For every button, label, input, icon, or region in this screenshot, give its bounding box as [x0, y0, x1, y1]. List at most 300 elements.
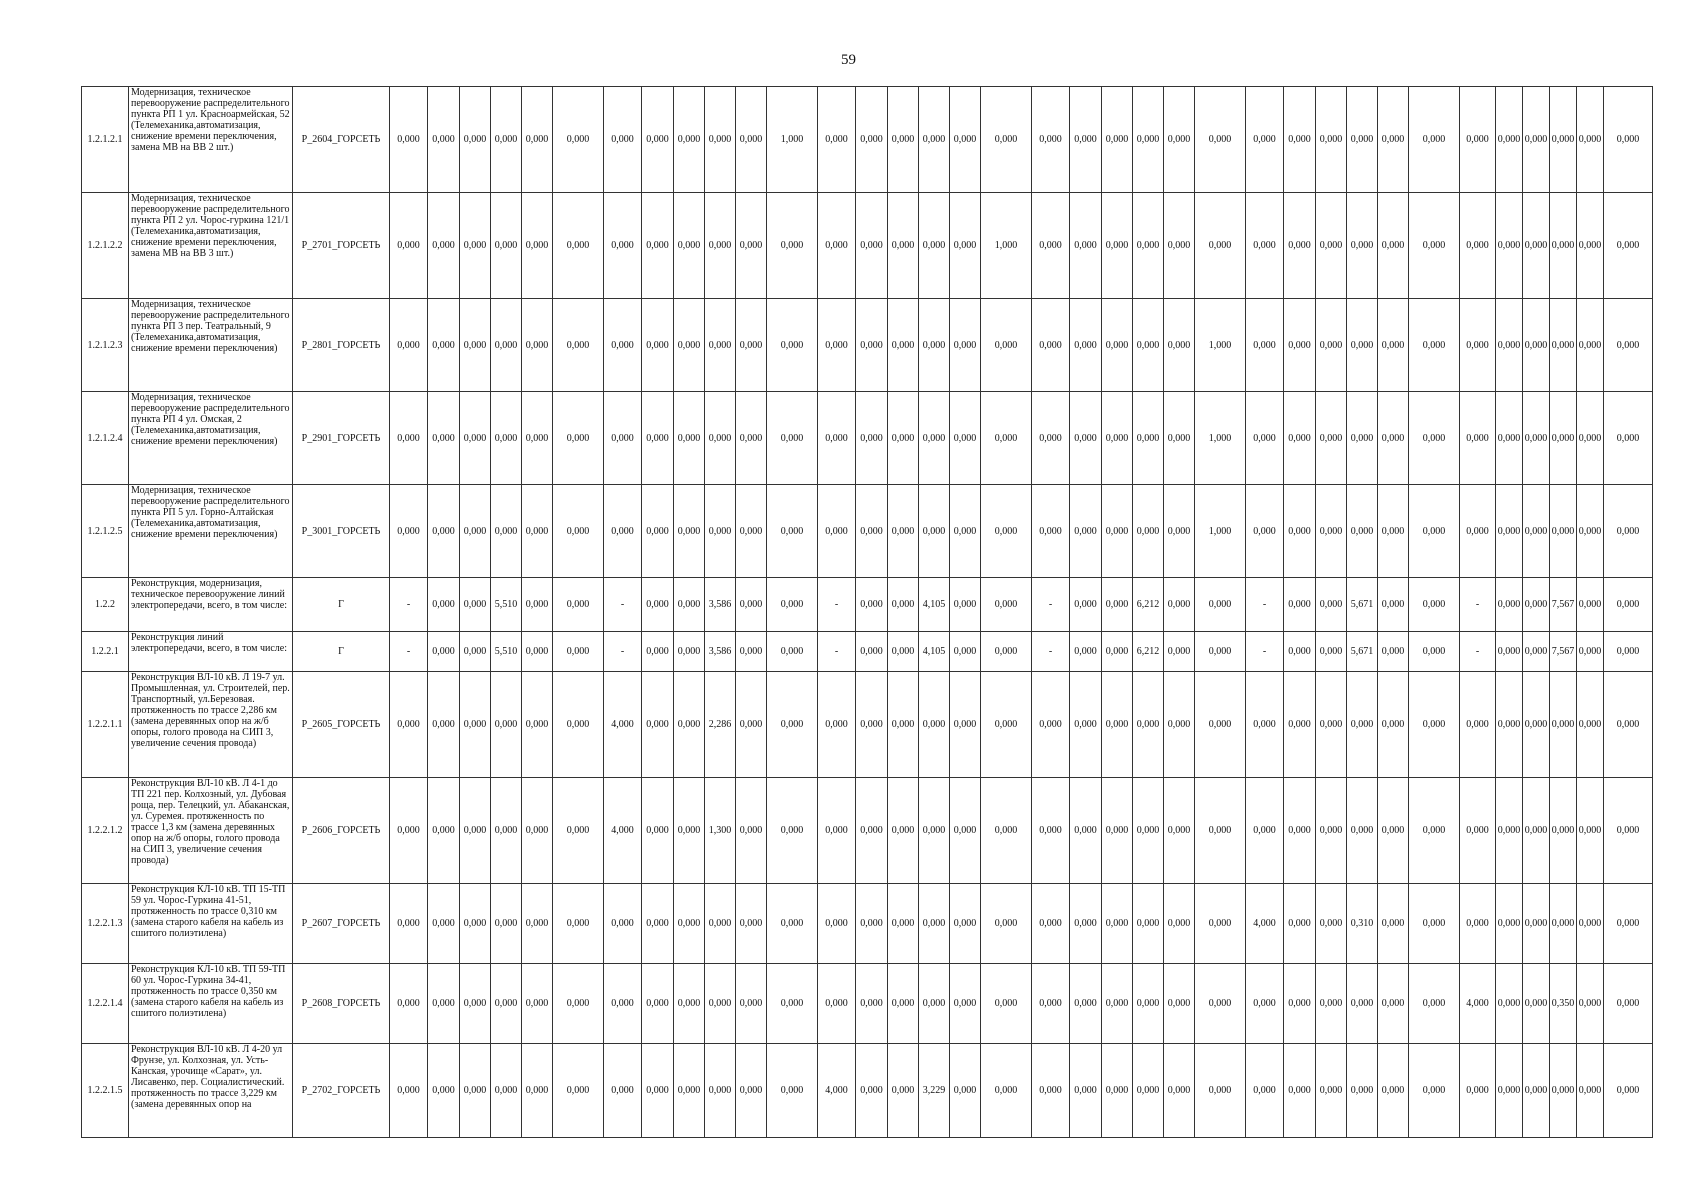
value-cell: 0,000 — [491, 884, 522, 964]
project-code: Г — [293, 632, 390, 672]
value-cell: 0,000 — [1604, 778, 1653, 884]
value-cell: 0,000 — [1550, 778, 1577, 884]
value-cell: 0,000 — [919, 299, 950, 392]
value-cell: 0,000 — [1577, 193, 1604, 299]
value-cell: 0,000 — [818, 87, 856, 193]
project-description: Модернизация, техническое перевооружение распределительного пункта РП 5 ул. Горно-Алтайская (Телемеханика,автоматизация, снижение времени переключения) — [129, 485, 293, 578]
value-cell: 0,000 — [674, 87, 705, 193]
project-description: Модернизация, техническое перевооружение распределительного пункта РП 1 ул. Красноармейская, 52 (Телемеханика,автоматизация, снижение времени переключения, замена МВ на ВВ 2 шт.) — [129, 87, 293, 193]
value-cell: 0,000 — [919, 778, 950, 884]
value-cell: 0,000 — [1460, 672, 1496, 778]
value-cell: 0,000 — [981, 632, 1032, 672]
value-cell: 0,000 — [1246, 1044, 1284, 1138]
value-cell: 0,000 — [1550, 1044, 1577, 1138]
value-cell: 0,000 — [1604, 884, 1653, 964]
value-cell: 0,000 — [1284, 632, 1316, 672]
value-cell: 0,000 — [522, 1044, 553, 1138]
value-cell: 0,000 — [736, 964, 767, 1044]
project-code: P_2901_ГОРСЕТЬ — [293, 392, 390, 485]
value-cell: 0,000 — [642, 392, 674, 485]
value-cell: 0,000 — [981, 964, 1032, 1044]
value-cell: 0,000 — [818, 485, 856, 578]
value-cell: 0,000 — [981, 485, 1032, 578]
value-cell: 0,000 — [1032, 964, 1070, 1044]
value-cell: 0,000 — [553, 193, 604, 299]
value-cell: 0,000 — [1032, 87, 1070, 193]
value-cell: 0,000 — [888, 964, 919, 1044]
value-cell: 0,000 — [1070, 485, 1102, 578]
value-cell: 0,000 — [1164, 87, 1195, 193]
value-cell: 0,000 — [1316, 672, 1347, 778]
value-cell: 0,000 — [1070, 299, 1102, 392]
value-cell: 0,000 — [705, 485, 736, 578]
value-cell: 0,000 — [1577, 485, 1604, 578]
value-cell: 0,000 — [1347, 672, 1378, 778]
value-cell: 0,000 — [1284, 672, 1316, 778]
value-cell: 0,000 — [522, 87, 553, 193]
value-cell: 0,000 — [604, 193, 642, 299]
project-description: Реконструкция ВЛ-10 кВ. Л 19-7 ул. Промышленная, ул. Строителей, пер. Транспортный, ул.Березовая. протяженность по трассе 2,286 км (замена деревянных опор на ж/б опоры, голого провода на СИП 3, увеличение сечения провода) — [129, 672, 293, 778]
value-cell: 0,000 — [1550, 884, 1577, 964]
value-cell: 0,000 — [856, 778, 888, 884]
value-cell: 0,000 — [1577, 392, 1604, 485]
value-cell: 0,000 — [1378, 299, 1409, 392]
value-cell: 0,000 — [1164, 193, 1195, 299]
value-cell: 0,000 — [919, 87, 950, 193]
value-cell: 0,000 — [1284, 1044, 1316, 1138]
value-cell: 0,000 — [1246, 964, 1284, 1044]
value-cell: 0,000 — [428, 778, 460, 884]
value-cell: 0,000 — [1604, 672, 1653, 778]
value-cell: 0,000 — [1070, 392, 1102, 485]
row-number: 1.2.1.2.4 — [82, 392, 129, 485]
value-cell: 0,000 — [1032, 392, 1070, 485]
value-cell: 0,000 — [1133, 299, 1164, 392]
value-cell: 0,000 — [1195, 193, 1246, 299]
value-cell: 0,000 — [1604, 392, 1653, 485]
value-cell: 0,000 — [1577, 964, 1604, 1044]
value-cell: 0,000 — [553, 485, 604, 578]
value-cell: 0,000 — [460, 485, 491, 578]
value-cell: 1,000 — [767, 87, 818, 193]
value-cell: 0,000 — [1496, 87, 1523, 193]
value-cell: 0,000 — [428, 193, 460, 299]
row-number: 1.2.1.2.5 — [82, 485, 129, 578]
value-cell: 0,000 — [428, 485, 460, 578]
value-cell: 0,000 — [950, 299, 981, 392]
value-cell: 1,000 — [1195, 392, 1246, 485]
value-cell: 0,000 — [1316, 485, 1347, 578]
value-cell: - — [1460, 632, 1496, 672]
value-cell: 3,229 — [919, 1044, 950, 1138]
value-cell: 0,000 — [390, 485, 428, 578]
value-cell: 4,105 — [919, 578, 950, 632]
value-cell: 0,000 — [460, 672, 491, 778]
value-cell: 0,000 — [919, 672, 950, 778]
value-cell: 0,000 — [1164, 485, 1195, 578]
value-cell: 4,000 — [604, 778, 642, 884]
value-cell: 0,000 — [604, 87, 642, 193]
value-cell: 0,000 — [950, 578, 981, 632]
value-cell: - — [604, 632, 642, 672]
value-cell: 0,000 — [1133, 392, 1164, 485]
value-cell: 0,000 — [705, 884, 736, 964]
value-cell: 0,000 — [1409, 778, 1460, 884]
value-cell: 0,310 — [1347, 884, 1378, 964]
value-cell: 0,000 — [1347, 299, 1378, 392]
value-cell: 0,000 — [919, 964, 950, 1044]
value-cell: 0,000 — [856, 1044, 888, 1138]
value-cell: 0,000 — [642, 964, 674, 1044]
value-cell: 0,000 — [736, 392, 767, 485]
value-cell: 0,000 — [1496, 299, 1523, 392]
value-cell: 0,000 — [1577, 1044, 1604, 1138]
value-cell: 0,000 — [460, 578, 491, 632]
value-cell: 0,000 — [553, 87, 604, 193]
value-cell: 6,212 — [1133, 578, 1164, 632]
value-cell: 0,000 — [1378, 87, 1409, 193]
value-cell: 0,000 — [674, 672, 705, 778]
value-cell: 0,000 — [1523, 578, 1550, 632]
value-cell: 0,000 — [1496, 632, 1523, 672]
project-code: P_2801_ГОРСЕТЬ — [293, 299, 390, 392]
value-cell: 0,000 — [767, 672, 818, 778]
value-cell: 0,000 — [642, 193, 674, 299]
value-cell: 0,000 — [1347, 485, 1378, 578]
table-row — [82, 87, 1653, 193]
value-cell: 0,000 — [460, 884, 491, 964]
value-cell: 0,000 — [491, 1044, 522, 1138]
value-cell: 0,000 — [950, 193, 981, 299]
value-cell: 0,000 — [1032, 299, 1070, 392]
value-cell: 0,000 — [1577, 87, 1604, 193]
value-cell: 0,000 — [1496, 778, 1523, 884]
value-cell: 0,000 — [1409, 632, 1460, 672]
value-cell: 0,000 — [522, 672, 553, 778]
value-cell: 0,000 — [856, 392, 888, 485]
value-cell: 0,000 — [428, 632, 460, 672]
project-code: Г — [293, 578, 390, 632]
value-cell: 0,000 — [1577, 778, 1604, 884]
value-cell: 0,000 — [1284, 964, 1316, 1044]
project-code: P_2604_ГОРСЕТЬ — [293, 87, 390, 193]
value-cell: 0,000 — [888, 578, 919, 632]
value-cell: 0,000 — [1378, 193, 1409, 299]
value-cell: 0,000 — [736, 578, 767, 632]
value-cell: 0,000 — [642, 299, 674, 392]
value-cell: 0,000 — [1070, 87, 1102, 193]
value-cell: 0,000 — [1070, 578, 1102, 632]
value-cell: 6,212 — [1133, 632, 1164, 672]
value-cell: 0,000 — [522, 193, 553, 299]
value-cell: 0,000 — [604, 485, 642, 578]
value-cell: 0,000 — [460, 778, 491, 884]
value-cell: 0,000 — [1070, 964, 1102, 1044]
value-cell: 0,000 — [856, 884, 888, 964]
value-cell: 0,000 — [1409, 392, 1460, 485]
value-cell: 0,000 — [736, 672, 767, 778]
value-cell: 0,000 — [460, 87, 491, 193]
value-cell: 0,000 — [1102, 964, 1133, 1044]
value-cell: 0,000 — [888, 299, 919, 392]
value-cell: 0,000 — [919, 884, 950, 964]
value-cell: 0,000 — [428, 1044, 460, 1138]
value-cell: 0,000 — [428, 578, 460, 632]
value-cell: 4,000 — [604, 672, 642, 778]
value-cell: 0,000 — [1070, 193, 1102, 299]
value-cell: 0,000 — [1102, 392, 1133, 485]
value-cell: 0,000 — [460, 1044, 491, 1138]
value-cell: 0,000 — [1284, 299, 1316, 392]
value-cell: 0,000 — [522, 299, 553, 392]
value-cell: 0,000 — [553, 964, 604, 1044]
project-code: P_2702_ГОРСЕТЬ — [293, 1044, 390, 1138]
value-cell: 0,000 — [1195, 87, 1246, 193]
value-cell: 0,000 — [767, 485, 818, 578]
value-cell: 0,000 — [736, 884, 767, 964]
value-cell: 0,000 — [553, 672, 604, 778]
value-cell: 0,000 — [522, 884, 553, 964]
value-cell: 0,000 — [428, 299, 460, 392]
value-cell: 0,000 — [1195, 778, 1246, 884]
row-number: 1.2.1.2.3 — [82, 299, 129, 392]
value-cell: 0,000 — [1133, 87, 1164, 193]
value-cell: 0,000 — [1032, 485, 1070, 578]
value-cell: 0,000 — [1523, 964, 1550, 1044]
value-cell: 0,000 — [1378, 1044, 1409, 1138]
value-cell: 0,000 — [1577, 884, 1604, 964]
value-cell: 0,000 — [1460, 485, 1496, 578]
value-cell: 0,000 — [1409, 1044, 1460, 1138]
value-cell: 0,000 — [674, 392, 705, 485]
project-description: Модернизация, техническое перевооружение распределительного пункта РП 2 ул. Чорос-гуркина 121/1 (Телемеханика,автоматизация, снижение времени переключения, замена МВ на ВВ 3 шт.) — [129, 193, 293, 299]
value-cell: 0,000 — [1378, 632, 1409, 672]
value-cell: 4,000 — [1460, 964, 1496, 1044]
value-cell: 0,000 — [522, 632, 553, 672]
value-cell: 0,000 — [1496, 578, 1523, 632]
value-cell: 0,000 — [856, 193, 888, 299]
project-description: Реконструкция ВЛ-10 кВ. Л 4-20 ул Фрунзе, ул. Колхозная, ул. Усть-Канская, урочище «Сарат», ул. Лисавенко, пер. Социалистический. протяженность по трассе 3,229 км (замена деревянных опор на — [129, 1044, 293, 1138]
value-cell: 0,000 — [888, 392, 919, 485]
value-cell: 0,000 — [642, 1044, 674, 1138]
value-cell: 0,000 — [888, 193, 919, 299]
value-cell: 0,000 — [1316, 1044, 1347, 1138]
value-cell: 0,000 — [1577, 299, 1604, 392]
value-cell: 0,000 — [856, 964, 888, 1044]
value-cell: 0,000 — [491, 778, 522, 884]
value-cell: 0,000 — [1496, 1044, 1523, 1138]
value-cell: 0,000 — [950, 778, 981, 884]
value-cell: 0,000 — [767, 632, 818, 672]
value-cell: 0,000 — [460, 193, 491, 299]
value-cell: 0,000 — [767, 578, 818, 632]
value-cell: 0,000 — [1523, 392, 1550, 485]
value-cell: 0,000 — [390, 884, 428, 964]
value-cell: 0,000 — [950, 632, 981, 672]
value-cell: 0,000 — [460, 299, 491, 392]
value-cell: 0,000 — [856, 632, 888, 672]
value-cell: 0,000 — [856, 87, 888, 193]
row-number: 1.2.2.1.5 — [82, 1044, 129, 1138]
value-cell: 0,000 — [1246, 299, 1284, 392]
value-cell: 0,000 — [950, 964, 981, 1044]
value-cell: 0,000 — [736, 87, 767, 193]
value-cell: 0,000 — [919, 193, 950, 299]
value-cell: 0,000 — [1523, 884, 1550, 964]
value-cell: 0,000 — [1347, 392, 1378, 485]
value-cell: 0,000 — [390, 778, 428, 884]
value-cell: 0,000 — [1409, 964, 1460, 1044]
value-cell: 0,000 — [1133, 485, 1164, 578]
value-cell: 0,000 — [1604, 485, 1653, 578]
value-cell: 0,000 — [1195, 632, 1246, 672]
value-cell: 0,000 — [1577, 632, 1604, 672]
table-row — [82, 884, 1653, 964]
value-cell: - — [818, 578, 856, 632]
value-cell: 0,000 — [767, 299, 818, 392]
value-cell: 0,000 — [1347, 193, 1378, 299]
value-cell: 0,000 — [674, 485, 705, 578]
project-description: Реконструкция КЛ-10 кВ. ТП 59-ТП 60 ул. Чорос-Гуркина 34-41, протяженность по трассе 0,350 км (замена старого кабеля на кабель из сшитого полиэтилена) — [129, 964, 293, 1044]
value-cell: 0,000 — [736, 1044, 767, 1138]
value-cell: 0,000 — [491, 964, 522, 1044]
value-cell: 0,000 — [1032, 672, 1070, 778]
value-cell: 0,000 — [1246, 672, 1284, 778]
value-cell: 0,000 — [705, 392, 736, 485]
project-description: Модернизация, техническое перевооружение распределительного пункта РП 3 пер. Театральный, 9 (Телемеханика,автоматизация, снижение времени переключения) — [129, 299, 293, 392]
value-cell: 0,000 — [705, 1044, 736, 1138]
table-row — [82, 1044, 1653, 1138]
value-cell: 0,000 — [390, 392, 428, 485]
value-cell: 0,000 — [1070, 884, 1102, 964]
value-cell: 0,000 — [1460, 299, 1496, 392]
value-cell: 1,000 — [981, 193, 1032, 299]
row-number: 1.2.2.1 — [82, 632, 129, 672]
value-cell: 0,000 — [1460, 778, 1496, 884]
value-cell: 0,000 — [818, 299, 856, 392]
value-cell: 0,000 — [642, 778, 674, 884]
value-cell: 0,000 — [674, 1044, 705, 1138]
project-code: P_2701_ГОРСЕТЬ — [293, 193, 390, 299]
value-cell: 0,000 — [1316, 778, 1347, 884]
value-cell: - — [604, 578, 642, 632]
value-cell: 0,000 — [1378, 964, 1409, 1044]
value-cell: 0,000 — [1409, 578, 1460, 632]
value-cell: - — [390, 632, 428, 672]
value-cell: 7,567 — [1550, 632, 1577, 672]
row-number: 1.2.1.2.1 — [82, 87, 129, 193]
value-cell: 0,000 — [1284, 578, 1316, 632]
value-cell: 1,000 — [1195, 485, 1246, 578]
value-cell: 0,000 — [1070, 778, 1102, 884]
value-cell: 0,000 — [1604, 299, 1653, 392]
value-cell: 0,000 — [390, 964, 428, 1044]
value-cell: 0,000 — [1070, 1044, 1102, 1138]
value-cell: 0,000 — [1284, 87, 1316, 193]
table-row — [82, 778, 1653, 884]
value-cell: 0,000 — [818, 392, 856, 485]
value-cell: 0,000 — [1604, 193, 1653, 299]
value-cell: 0,000 — [1195, 672, 1246, 778]
value-cell: 0,000 — [390, 193, 428, 299]
value-cell: 0,000 — [1347, 964, 1378, 1044]
value-cell: 0,000 — [888, 672, 919, 778]
value-cell: 0,000 — [604, 1044, 642, 1138]
value-cell: 0,000 — [553, 1044, 604, 1138]
value-cell: 0,000 — [856, 672, 888, 778]
value-cell: 1,000 — [1195, 299, 1246, 392]
value-cell: - — [390, 578, 428, 632]
value-cell: 0,000 — [491, 87, 522, 193]
table-row — [82, 392, 1653, 485]
value-cell: 0,000 — [1164, 1044, 1195, 1138]
value-cell: 0,000 — [674, 884, 705, 964]
value-cell: 0,000 — [1316, 299, 1347, 392]
value-cell: 0,000 — [674, 964, 705, 1044]
value-cell: 0,000 — [736, 778, 767, 884]
value-cell: 0,000 — [767, 884, 818, 964]
value-cell: 0,000 — [1102, 778, 1133, 884]
value-cell: 0,000 — [553, 299, 604, 392]
value-cell: 0,000 — [1246, 87, 1284, 193]
value-cell: 0,000 — [553, 392, 604, 485]
value-cell: 0,000 — [553, 578, 604, 632]
value-cell: 0,000 — [888, 632, 919, 672]
value-cell: 0,000 — [1195, 964, 1246, 1044]
value-cell: 0,000 — [1577, 578, 1604, 632]
value-cell: 0,000 — [1550, 87, 1577, 193]
value-cell: 0,000 — [1316, 632, 1347, 672]
value-cell: 0,000 — [736, 299, 767, 392]
value-cell: 0,000 — [1378, 884, 1409, 964]
value-cell: 4,105 — [919, 632, 950, 672]
value-cell: 0,000 — [1164, 672, 1195, 778]
project-description: Реконструкция линий электропередачи, всего, в том числе: — [129, 632, 293, 672]
value-cell: 0,000 — [1316, 884, 1347, 964]
project-code: P_2608_ГОРСЕТЬ — [293, 964, 390, 1044]
value-cell: 0,000 — [1496, 485, 1523, 578]
value-cell: 0,000 — [1284, 485, 1316, 578]
value-cell: 0,000 — [1284, 193, 1316, 299]
value-cell: - — [1246, 632, 1284, 672]
value-cell: 0,000 — [1378, 778, 1409, 884]
value-cell: 0,000 — [981, 778, 1032, 884]
table-row — [82, 299, 1653, 392]
value-cell: 0,000 — [460, 392, 491, 485]
value-cell: 0,000 — [767, 1044, 818, 1138]
value-cell: - — [1032, 578, 1070, 632]
project-code: P_2607_ГОРСЕТЬ — [293, 884, 390, 964]
value-cell: 0,000 — [950, 87, 981, 193]
value-cell: 0,000 — [642, 632, 674, 672]
value-cell: 0,000 — [1347, 1044, 1378, 1138]
row-number: 1.2.1.2.2 — [82, 193, 129, 299]
value-cell: 0,350 — [1550, 964, 1577, 1044]
value-cell: 0,000 — [818, 778, 856, 884]
value-cell: 7,567 — [1550, 578, 1577, 632]
table-row — [82, 964, 1653, 1044]
value-cell: 0,000 — [1460, 87, 1496, 193]
value-cell: 0,000 — [888, 87, 919, 193]
value-cell: 0,000 — [390, 1044, 428, 1138]
value-cell: 0,000 — [1496, 392, 1523, 485]
value-cell: 0,000 — [1316, 392, 1347, 485]
value-cell: 0,000 — [1164, 299, 1195, 392]
value-cell: 0,000 — [604, 392, 642, 485]
value-cell: 0,000 — [1409, 299, 1460, 392]
value-cell: 5,510 — [491, 578, 522, 632]
value-cell: 0,000 — [1523, 193, 1550, 299]
